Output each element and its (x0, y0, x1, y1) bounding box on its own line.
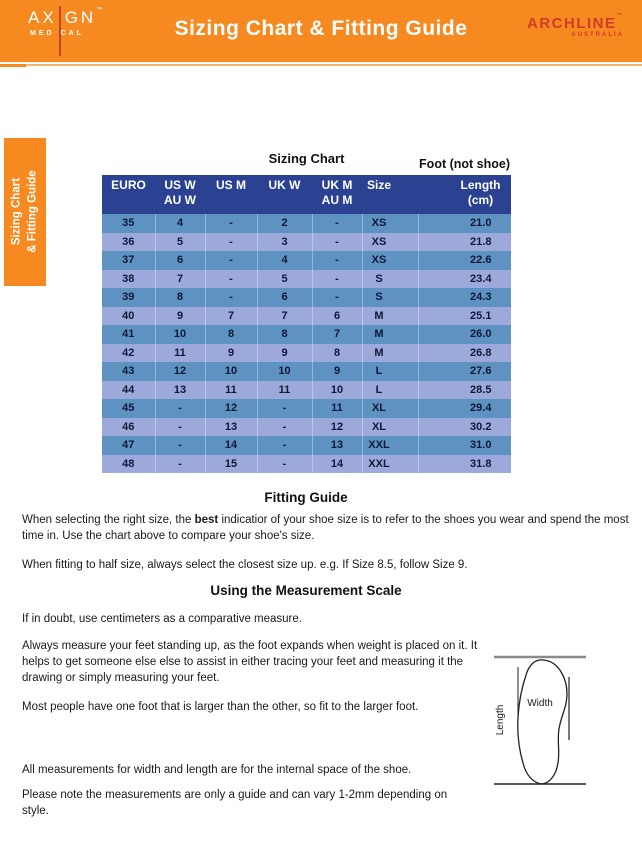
table-cell: 6 (155, 251, 205, 270)
table-cell: 8 (155, 288, 205, 307)
table-cell: - (155, 455, 205, 474)
side-tab (4, 138, 46, 286)
table-cell: - (205, 233, 257, 252)
table-cell: - (205, 214, 257, 233)
archline-australia-label: AUSTRALIA (571, 32, 624, 38)
foot-outline-icon (518, 660, 567, 784)
table-cell: 48 (102, 455, 155, 474)
table-cell: 45 (102, 399, 155, 418)
table-row (102, 325, 511, 344)
table-cell: 24.3 (418, 288, 511, 307)
table-cell: - (312, 233, 362, 252)
table-cell: M (362, 325, 418, 344)
table-row (102, 233, 511, 252)
table-row (102, 270, 511, 289)
table-cell: 8 (312, 344, 362, 363)
table-row (102, 455, 511, 474)
table-cell: 21.8 (418, 233, 511, 252)
table-header-row (102, 175, 511, 214)
table-cell: 9 (155, 307, 205, 326)
table-cell: 12 (312, 418, 362, 437)
table-cell: 15 (205, 455, 257, 474)
banner-divider-line (0, 64, 642, 66)
table-cell: 3 (257, 233, 312, 252)
table-cell: 4 (155, 214, 205, 233)
table-cell: 29.4 (418, 399, 511, 418)
table-cell: 10 (155, 325, 205, 344)
axign-part2: GN (64, 8, 97, 27)
table-cell: S (362, 270, 418, 289)
banner-divider-accent (0, 64, 26, 67)
table-cell: - (155, 399, 205, 418)
table-cell: 23.4 (418, 270, 511, 289)
table-row (102, 344, 511, 363)
table-cell: 11 (155, 344, 205, 363)
trademark-symbol: ™ (96, 7, 106, 13)
table-cell: 6 (312, 307, 362, 326)
table-cell: 46 (102, 418, 155, 437)
table-cell: 10 (257, 362, 312, 381)
table-cell: - (312, 288, 362, 307)
fitting-guide-paragraph-1: When selecting the right size, the best indicatior of your shoe size is to refer to the shoes you wear and spend the most time in. Use the chart above to compare your shoe's size. (22, 514, 629, 543)
table-cell: - (205, 288, 257, 307)
table-cell: 40 (102, 307, 155, 326)
table-cell: - (257, 455, 312, 474)
table-cell: 8 (205, 325, 257, 344)
fitting-guide-heading: Fitting Guide (264, 490, 348, 505)
table-header-cell: Length (cm) (418, 175, 511, 214)
table-cell: 14 (312, 455, 362, 474)
table-cell: 11 (205, 381, 257, 400)
table-cell: XS (362, 214, 418, 233)
measurement-scale-heading: Using the Measurement Scale (210, 583, 402, 598)
table-cell: 2 (257, 214, 312, 233)
table-row (102, 436, 511, 455)
table-cell: 35 (102, 214, 155, 233)
foot-measurement-diagram (488, 648, 603, 798)
measurement-paragraph-2: Always measure your feet standing up, as the foot expands when weight is placed on it. It helps to get someone else else to assist in either tracing your feet and measuring it the drawing or simply measuring your feet. (22, 640, 478, 685)
table-cell: 7 (205, 307, 257, 326)
table-cell: 6 (257, 288, 312, 307)
table-cell: XXL (362, 436, 418, 455)
table-cell: 12 (155, 362, 205, 381)
table-header-cell: UK W (257, 175, 312, 214)
table-cell: 30.2 (418, 418, 511, 437)
table-cell: 9 (257, 344, 312, 363)
table-cell: - (205, 251, 257, 270)
table-cell: - (257, 436, 312, 455)
table-cell: 5 (257, 270, 312, 289)
measurement-paragraph-4: All measurements for width and length are for the internal space of the shoe. (22, 764, 412, 776)
measurement-paragraph-1: If in doubt, use centimeters as a comparative measure. (22, 613, 302, 625)
table-cell: S (362, 288, 418, 307)
table-cell: 42 (102, 344, 155, 363)
table-cell: L (362, 381, 418, 400)
table-cell: 4 (257, 251, 312, 270)
fitting-guide-paragraph-2: When fitting to half size, always select the closest size up. e.g. If Size 8.5, follow Size 9. (22, 559, 468, 571)
archline-logo (527, 13, 624, 38)
table-row (102, 399, 511, 418)
table-cell: 38 (102, 270, 155, 289)
axign-medical-label: MED CAL (30, 30, 84, 37)
table-cell: 26.0 (418, 325, 511, 344)
table-cell: 8 (257, 325, 312, 344)
table-header-cell: US M (205, 175, 257, 214)
measurement-paragraph-5: Please note the measurements are only a guide and can vary 1-2mm depending on style. (22, 789, 448, 818)
table-cell: 7 (257, 307, 312, 326)
table-header-cell: UK M AU M (312, 175, 362, 214)
table-cell: 11 (312, 399, 362, 418)
side-tab-label: Sizing Chart & Fitting Guide (10, 170, 38, 254)
table-cell: 27.6 (418, 362, 511, 381)
table-row (102, 307, 511, 326)
table-cell: - (205, 270, 257, 289)
table-cell: 13 (155, 381, 205, 400)
table-cell: 13 (312, 436, 362, 455)
table-cell: 43 (102, 362, 155, 381)
table-cell: 41 (102, 325, 155, 344)
table-cell: 10 (205, 362, 257, 381)
table-cell: XS (362, 251, 418, 270)
table-row (102, 381, 511, 400)
table-row (102, 214, 511, 233)
table-row (102, 251, 511, 270)
axign-part1: AX (28, 8, 57, 27)
table-cell: 47 (102, 436, 155, 455)
table-cell: 39 (102, 288, 155, 307)
foot-not-shoe-label: Foot (not shoe) (419, 157, 510, 171)
width-label: Width (527, 698, 553, 709)
table-cell: 9 (205, 344, 257, 363)
table-cell: M (362, 307, 418, 326)
table-header-cell: US W AU W (155, 175, 205, 214)
sizing-chart-table (102, 175, 511, 473)
table-cell: 13 (205, 418, 257, 437)
table-cell: 10 (312, 381, 362, 400)
table-cell: 31.0 (418, 436, 511, 455)
table-header-cell: EURO (102, 175, 155, 214)
table-cell: - (312, 214, 362, 233)
table-cell: XS (362, 233, 418, 252)
table-cell: 25.1 (418, 307, 511, 326)
archline-wordmark: ARCHLINE™ (527, 13, 624, 32)
table-cell: L (362, 362, 418, 381)
trademark-symbol: ™ (616, 13, 624, 19)
table-cell: XXL (362, 455, 418, 474)
table-cell: - (312, 270, 362, 289)
table-cell: - (257, 399, 312, 418)
table-cell: 9 (312, 362, 362, 381)
measurement-paragraph-3: Most people have one foot that is larger than the other, so fit to the larger foot. (22, 701, 419, 713)
table-cell: XL (362, 399, 418, 418)
table-cell: 5 (155, 233, 205, 252)
table-cell: 14 (205, 436, 257, 455)
table-cell: 26.8 (418, 344, 511, 363)
sizing-chart-title: Sizing Chart (268, 151, 345, 166)
table-cell: 7 (312, 325, 362, 344)
table-cell: 7 (155, 270, 205, 289)
table-cell: 22.6 (418, 251, 511, 270)
table-cell: 21.0 (418, 214, 511, 233)
table-row (102, 362, 511, 381)
table-cell: XL (362, 418, 418, 437)
length-label: Length (495, 704, 506, 736)
table-cell: M (362, 344, 418, 363)
header-banner (0, 0, 642, 62)
table-cell: 31.8 (418, 455, 511, 474)
table-cell: - (155, 436, 205, 455)
table-row (102, 288, 511, 307)
table-cell: 37 (102, 251, 155, 270)
table-cell: 11 (257, 381, 312, 400)
table-row (102, 418, 511, 437)
table-cell: - (257, 418, 312, 437)
table-cell: 12 (205, 399, 257, 418)
table-cell: 44 (102, 381, 155, 400)
page-title: Sizing Chart & Fitting Guide (174, 17, 468, 40)
table-cell: - (312, 251, 362, 270)
table-header-cell: Size (362, 175, 418, 214)
table-cell: - (155, 418, 205, 437)
table-cell: 28.5 (418, 381, 511, 400)
table-cell: 36 (102, 233, 155, 252)
